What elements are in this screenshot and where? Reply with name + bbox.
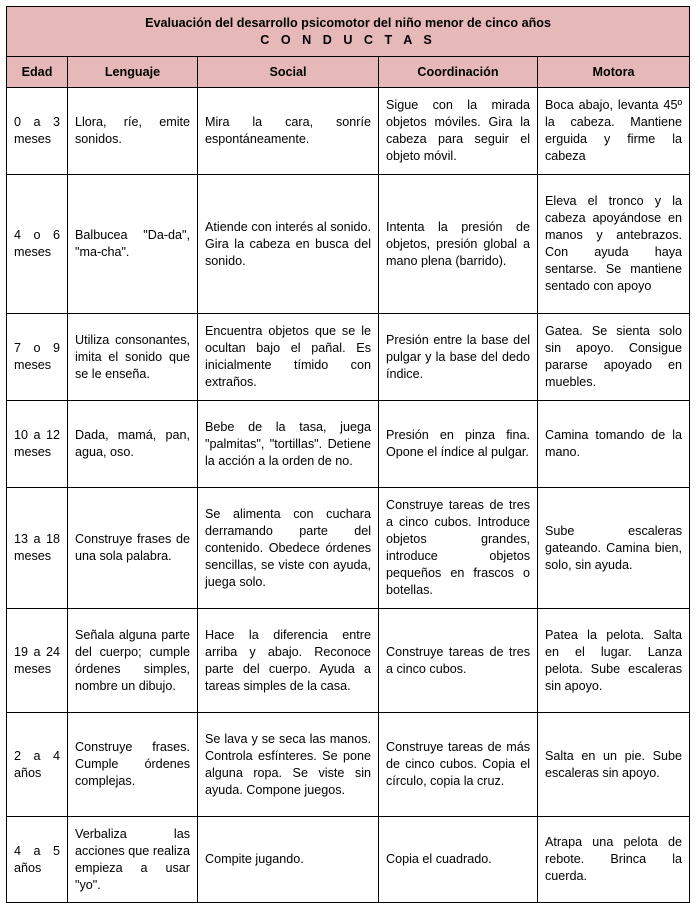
table-row (7, 88, 690, 175)
motor-cell: Boca abajo, levanta 45º la cabeza. Mantiene erguida y firme la cabeza (538, 88, 690, 175)
header-age: Edad (7, 57, 68, 88)
age-cell: 2 a 4 años (7, 713, 68, 817)
social-cell: Hace la diferencia entre arriba y abajo. Reconoce parte del cuerpo. Ayuda a tareas simples de la casa. (198, 609, 379, 713)
language-cell: Construye frases de una sola palabra. (68, 488, 198, 609)
table-row (7, 488, 690, 609)
coordination-cell: Construye tareas de tres a cinco cubos. Introduce objetos grandes, introduce objetos pequeños en frascos o botellas. (379, 488, 538, 609)
header-language: Lenguaje (68, 57, 198, 88)
motor-cell: Eleva el tronco y la cabeza apoyándose en manos y antebrazos. Con ayuda haya sentarse. Se mantiene sentado con apoyo (538, 175, 690, 314)
age-cell: 13 a 18 meses (7, 488, 68, 609)
table-row (7, 401, 690, 488)
social-cell: Compite jugando. (198, 817, 379, 903)
table-row (7, 175, 690, 314)
motor-cell: Sube escaleras gateando. Camina bien, solo, sin ayuda. (538, 488, 690, 609)
age-cell: 7 o 9 meses (7, 314, 68, 401)
motor-cell: Salta en un pie. Sube escaleras sin apoyo. (538, 713, 690, 817)
social-cell: Mira la cara, sonríe espontáneamente. (198, 88, 379, 175)
social-cell: Atiende con interés al sonido. Gira la cabeza en busca del sonido. (198, 175, 379, 314)
social-cell: Se lava y se seca las manos. Controla esfínteres. Se pone alguna ropa. Se viste sin ayuda. Compone juegos. (198, 713, 379, 817)
title-line2: C O N D U C T A S (260, 32, 436, 47)
age-cell: 0 a 3 meses (7, 88, 68, 175)
language-cell: Construye frases. Cumple órdenes complejas. (68, 713, 198, 817)
header-coordination: Coordinación (379, 57, 538, 88)
language-cell: Dada, mamá, pan, agua, oso. (68, 401, 198, 488)
table-title (7, 7, 690, 57)
motor-cell: Atrapa una pelota de rebote. Brinca la cuerda. (538, 817, 690, 903)
age-cell: 19 a 24 meses (7, 609, 68, 713)
coordination-cell: Construye tareas de tres a cinco cubos. (379, 609, 538, 713)
motor-cell: Camina tomando de la mano. (538, 401, 690, 488)
table-row (7, 713, 690, 817)
language-cell: Balbucea "Da-da", "ma-cha". (68, 175, 198, 314)
social-cell: Bebe de la tasa, juega "palmitas", "tortillas". Detiene la acción a la orden de no. (198, 401, 379, 488)
header-motor: Motora (538, 57, 690, 88)
motor-cell: Gatea. Se sienta solo sin apoyo. Consigue pararse apoyado en muebles. (538, 314, 690, 401)
age-cell: 4 a 5 años (7, 817, 68, 903)
development-table (6, 6, 690, 903)
coordination-cell: Intenta la presión de objetos, presión global a mano plena (barrido). (379, 175, 538, 314)
age-cell: 4 o 6 meses (7, 175, 68, 314)
social-cell: Se alimenta con cuchara derramando parte del contenido. Obedece órdenes sencillas, se viste con ayuda, juega solo. (198, 488, 379, 609)
coordination-cell: Presión entre la base del pulgar y la base del dedo índice. (379, 314, 538, 401)
language-cell: Señala alguna parte del cuerpo; cumple órdenes simples, nombre un dibujo. (68, 609, 198, 713)
language-cell: Llora, ríe, emite sonidos. (68, 88, 198, 175)
motor-cell: Patea la pelota. Salta en el lugar. Lanza pelota. Sube escaleras sin apoyo. (538, 609, 690, 713)
table-row (7, 817, 690, 903)
coordination-cell: Presión en pinza fina. Opone el índice al pulgar. (379, 401, 538, 488)
coordination-cell: Sigue con la mirada objetos móviles. Gira la cabeza para seguir el objeto móvil. (379, 88, 538, 175)
header-social: Social (198, 57, 379, 88)
title-line1: Evaluación del desarrollo psicomotor del niño menor de cinco años (145, 15, 551, 30)
language-cell: Utiliza consonantes, imita el sonido que se le enseña. (68, 314, 198, 401)
table-row (7, 314, 690, 401)
social-cell: Encuentra objetos que se le ocultan bajo el pañal. Es inicialmente tímido con extraños. (198, 314, 379, 401)
coordination-cell: Copia el cuadrado. (379, 817, 538, 903)
table-row (7, 609, 690, 713)
coordination-cell: Construye tareas de más de cinco cubos. Copia el círculo, copia la cruz. (379, 713, 538, 817)
age-cell: 10 a 12 meses (7, 401, 68, 488)
language-cell: Verbaliza las acciones que realiza empieza a usar "yo". (68, 817, 198, 903)
